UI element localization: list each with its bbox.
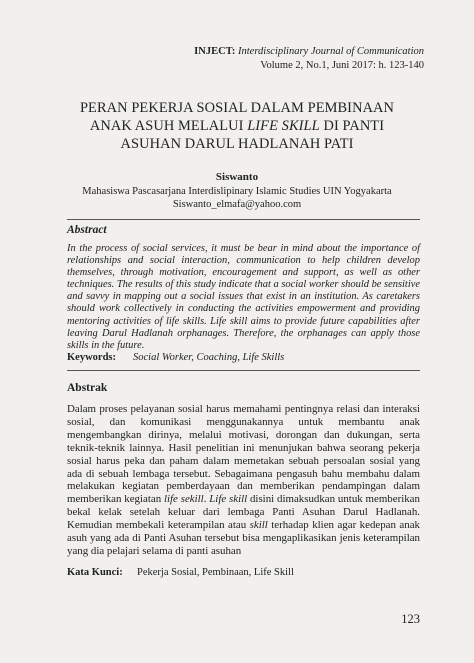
abstrak-p1: Dalam proses pelayanan sosial harus memahami pentingnya relasi dan interaksi sosial, dan komunikasi menggunakannya untuk membantu anak mengembangkan dirinya, melalui motivasi, dorongan dan dukungan, serta teknik-teknik lainnya. Hasil penelitian ini menunjukan bahwa seorang pekerja sosial harus peka dan paham dalam memetakan sebuah persoalan sosial yang ada di sebuah lembaga tersebut. Sebagaimana pengasuh bahu membahu dalam melakukan kegiatan pemberdayaan dan memberikan pendampingan dalam memberikan kegiatan (67, 403, 420, 506)
journal-header (194, 45, 424, 72)
journal-volume: Volume 2, No.1, Juni 2017: h. 123-140 (260, 59, 424, 71)
abstrak-text (67, 403, 420, 558)
journal-name: INJECT: (194, 46, 236, 57)
kata-kunci-row (67, 567, 294, 578)
keywords-row (67, 352, 284, 363)
abstrak-p2: . (203, 493, 210, 506)
journal-title-line (194, 45, 424, 59)
page-number: 123 (401, 612, 420, 626)
abstrak-p4: terhadap klien agar kedepan anak asuh yang ada di Panti Asuhan tersebut bisa mengaplikasikan jenis keterampilan yang dia pelajari selama di panti asuhan (67, 519, 420, 557)
title-line-1: PERAN PEKERJA SOSIAL DALAM PEMBINAAN (79, 100, 395, 116)
title-line-2 (60, 117, 414, 135)
abstrak-em2: Life skill (209, 493, 248, 506)
abstract-heading: Abstract (67, 224, 107, 236)
abstrak-em3: skill (249, 519, 268, 532)
kata-kunci-values: Pekerja Sosial, Pembinaan, Life Skill (137, 567, 294, 578)
title-line-2-pre: ANAK ASUH MELALUI (89, 118, 248, 134)
journal-subtitle: Interdisciplinary Journal of Communication (238, 46, 424, 57)
title-line-3: ASUHAN DARUL HADLANAH PATI (120, 136, 354, 152)
kata-kunci-label: Kata Kunci: (67, 567, 123, 578)
author-affiliation: Mahasiswa Pascasarjana Interdislipinary Islamic Studies UIN Yogyakarta (82, 185, 392, 197)
abstrak-p3: disini dimaksudkan untuk memberikan bekal kelak setelah keluar dari lembaga Panti Asuhan Darul Hadlanah. Kemudian membekali keterampilan atau (67, 493, 420, 532)
divider-middle (67, 370, 420, 371)
title-line-2-em: LIFE SKILL (247, 118, 320, 134)
author-block (40, 171, 434, 212)
divider-top (67, 219, 420, 220)
keywords-label: Keywords: (67, 352, 116, 363)
author-email: Siswanto_elmafa@yahoo.com (172, 199, 302, 210)
abstrak-em1: life sekill (163, 493, 204, 506)
paper-title (60, 99, 414, 153)
keywords-values: Social Worker, Coaching, Life Skills (133, 352, 285, 363)
abstrak-heading: Abstrak (67, 382, 108, 394)
abstract-text: In the process of social services, it must be bear in mind about the importance of relationships and social interaction, communication to help children develop themselves, through motivation, encouragement and support, as well as other techniques. The results of this study indicate that a social worker should be sensitive and savvy in mapping out a social issues that exist in an institution. As caretakers should work collectively in conducting the activities empowerment and providing mentoring activities of life skills. Life skill aims to provide future capabilities after leaving Darul Hadlanah orphanages. Therefore, the orphanages can apply those skills in the future. (67, 243, 420, 351)
author-name: Siswanto (215, 171, 259, 183)
title-line-2-post: DI PANTI (319, 118, 385, 134)
